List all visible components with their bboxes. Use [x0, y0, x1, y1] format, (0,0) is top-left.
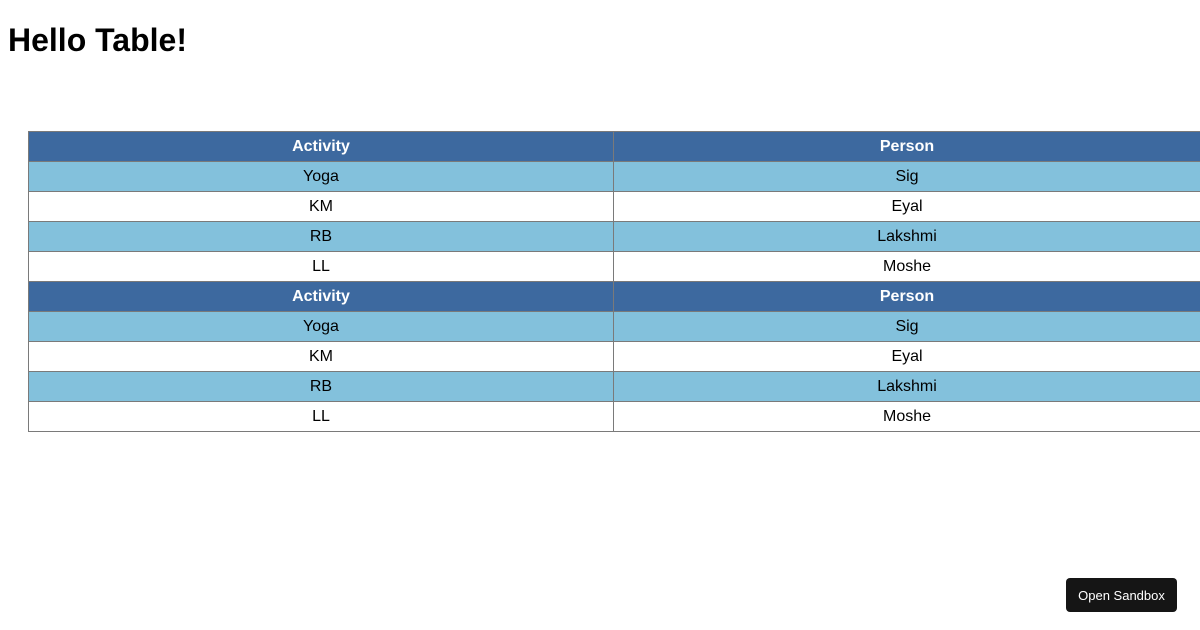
cell-activity: KM	[29, 342, 614, 372]
cell-person: Eyal	[614, 342, 1200, 372]
table-row	[29, 222, 1200, 252]
cell-person: Sig	[614, 312, 1200, 342]
cell-person: Sig	[614, 162, 1200, 192]
cell-person: Lakshmi	[614, 372, 1200, 402]
header-person: Person	[614, 282, 1200, 312]
table-header-row	[29, 132, 1200, 162]
header-person: Person	[614, 132, 1200, 162]
open-sandbox-button[interactable]: Open Sandbox	[1066, 578, 1177, 612]
table-container	[28, 131, 1200, 432]
table-row	[29, 162, 1200, 192]
table-row	[29, 342, 1200, 372]
table-row	[29, 402, 1200, 432]
page-title: Hello Table!	[8, 22, 187, 58]
cell-person: Lakshmi	[614, 222, 1200, 252]
header-activity: Activity	[29, 132, 614, 162]
cell-person: Eyal	[614, 192, 1200, 222]
table-row	[29, 312, 1200, 342]
table-row	[29, 252, 1200, 282]
table-row	[29, 372, 1200, 402]
cell-activity: Yoga	[29, 162, 614, 192]
cell-activity: RB	[29, 372, 614, 402]
table-header-row	[29, 282, 1200, 312]
cell-activity: RB	[29, 222, 614, 252]
cell-person: Moshe	[614, 402, 1200, 432]
cell-activity: LL	[29, 402, 614, 432]
table-row	[29, 192, 1200, 222]
cell-activity: Yoga	[29, 312, 614, 342]
activity-table	[28, 131, 1200, 432]
cell-activity: LL	[29, 252, 614, 282]
header-activity: Activity	[29, 282, 614, 312]
cell-activity: KM	[29, 192, 614, 222]
cell-person: Moshe	[614, 252, 1200, 282]
